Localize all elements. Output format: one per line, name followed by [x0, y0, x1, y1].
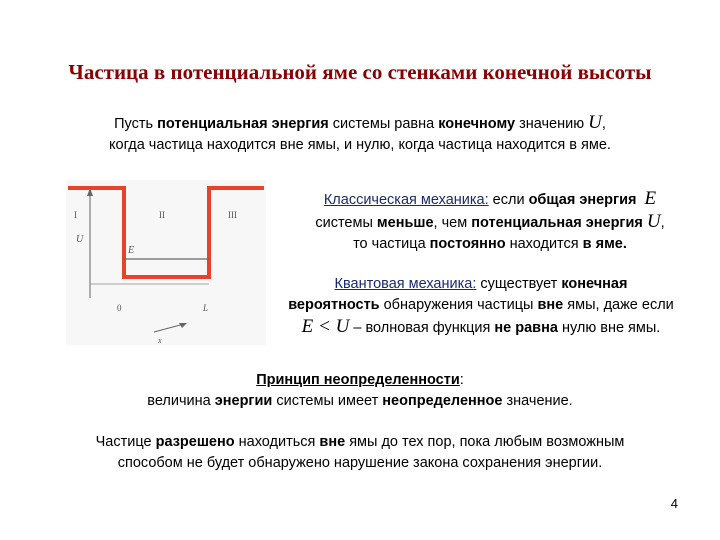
uncertainty-principle-paragraph: Принцип неопределенности: величина энергии системы имеет неопределенное значение.: [147, 372, 573, 409]
region-label-2: II: [159, 210, 165, 220]
slide-title: Частица в потенциальной яме со стенками конечной высоты: [68, 60, 652, 84]
energy-label: E: [128, 245, 135, 256]
potential-well-diagram: [66, 180, 266, 345]
potential-label: U: [76, 234, 84, 245]
inequality: E < U: [301, 316, 350, 337]
uncertainty-heading: Принцип неопределенности: [256, 372, 460, 388]
classical-heading: Классическая механика:: [323, 192, 489, 208]
symbol-U: U: [646, 211, 661, 232]
origin-label: 0: [117, 303, 122, 313]
energy-conservation-paragraph: Частице разрешено находиться вне ямы до тех пор, пока любым возможным способом не будет обнаружено нарушение закона сохранения энергии.: [95, 434, 625, 471]
page-number: 4: [670, 496, 678, 511]
region-label-3: III: [228, 210, 237, 220]
quantum-mechanics-paragraph: Квантовая механика: существует конечная вероятность обнаружения частицы вне ямы, даже если E < U – волновая функция не равна нулю вне ямы.: [288, 276, 674, 337]
quantum-heading: Квантовая механика:: [334, 276, 477, 292]
symbol-E: E: [644, 188, 657, 209]
x-axis-label: x: [158, 336, 162, 345]
width-label: L: [203, 303, 209, 313]
intro-paragraph: Пусть потенциальная энергия системы равна конечному значению U, когда частица находится вне ямы, и нулю, когда частица находится в яме.: [109, 112, 611, 153]
classical-mechanics-paragraph: Классическая механика: если общая энергия E системы меньше, чем потенциальная энергия U, то частица постоянно находится в яме.: [315, 188, 665, 252]
region-label-1: I: [74, 210, 77, 220]
symbol-U: U: [588, 112, 602, 133]
